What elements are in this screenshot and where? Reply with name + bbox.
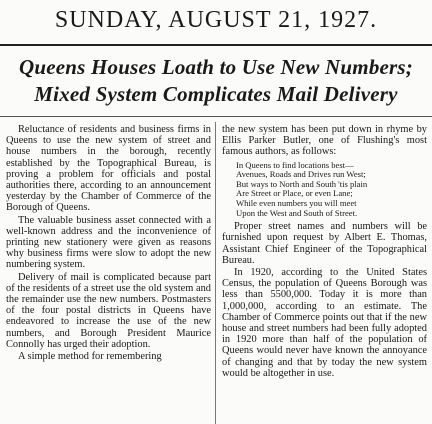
right-paragraph-1: Proper street names and numbers will be furnished upon request by Albert E. Thomas, Assistant Chief Engineer of the Topographical Bureau. (222, 221, 427, 266)
left-paragraph-4: A simple method for remembering (18, 351, 162, 363)
column-divider (215, 122, 216, 424)
left-paragraph-2: The valuable business asset connected with a well-known address and the inconvenience of printing new stationery were given as reasons why business firms were slow to adopt the new numbering system. (6, 214, 211, 271)
right-intro: the new system has been put down in rhyme by Ellis Parker Butler, one of Flushing's most famous authors, as follows: (222, 124, 427, 158)
headline-line-2: Mixed System Complicates Mail Delivery (34, 82, 398, 106)
verse-line-6: Upon the West and South of Street. (236, 207, 358, 218)
verse-line-1: In Queens to find locations best— (236, 159, 354, 170)
dateline-rule (0, 44, 432, 46)
verse-line-4: Are Street or Place, or even Lane; (236, 188, 353, 199)
verse-line-3: But ways to North and South 'tis plain (236, 178, 368, 189)
headline (0, 54, 432, 108)
left-paragraph-1: Reluctance of residents and business firms in Queens to use the new system of street and house numbers in the borough, recently established by the Topographical Bureau, is proving a problem for officials and postal authorities there, according to an announcement yesterday by the Chamber of Commerce of the Borough of Queens. (6, 124, 211, 214)
left-paragraph-3: Delivery of mail is complicated because part of the residents of a street use the old system and the remainder use the new numbers. Postmasters of the four postal districts in Queens have endeavored to increase the use of the new numbers, and Borough President Maurice Connolly has urged their adoption. (6, 271, 211, 350)
headline-rule (0, 116, 432, 117)
headline-line-1: Queens Houses Loath to Use New Numbers; (19, 55, 413, 79)
rhyme-verse (236, 161, 427, 219)
dateline: SUNDAY, AUGUST 21, 1927. (54, 7, 378, 33)
left-column (6, 124, 211, 424)
right-column (222, 124, 427, 424)
right-paragraph-2: In 1920, according to the United States Census, the population of Queens Borough was less than 5500,000. Today it is more than 1,000,000, according to an estimate. The Chamber of Commerce points out that if the new house and street numbers had been fully adopted in 1920 more than half of the population of Queens would never have known the annoyance of changing and that by today the new system would be altogether in use. (222, 266, 427, 379)
verse-line-5: While even numbers you will meet (236, 197, 357, 208)
verse-line-2: Avenues, Roads and Drives run West; (236, 169, 366, 180)
